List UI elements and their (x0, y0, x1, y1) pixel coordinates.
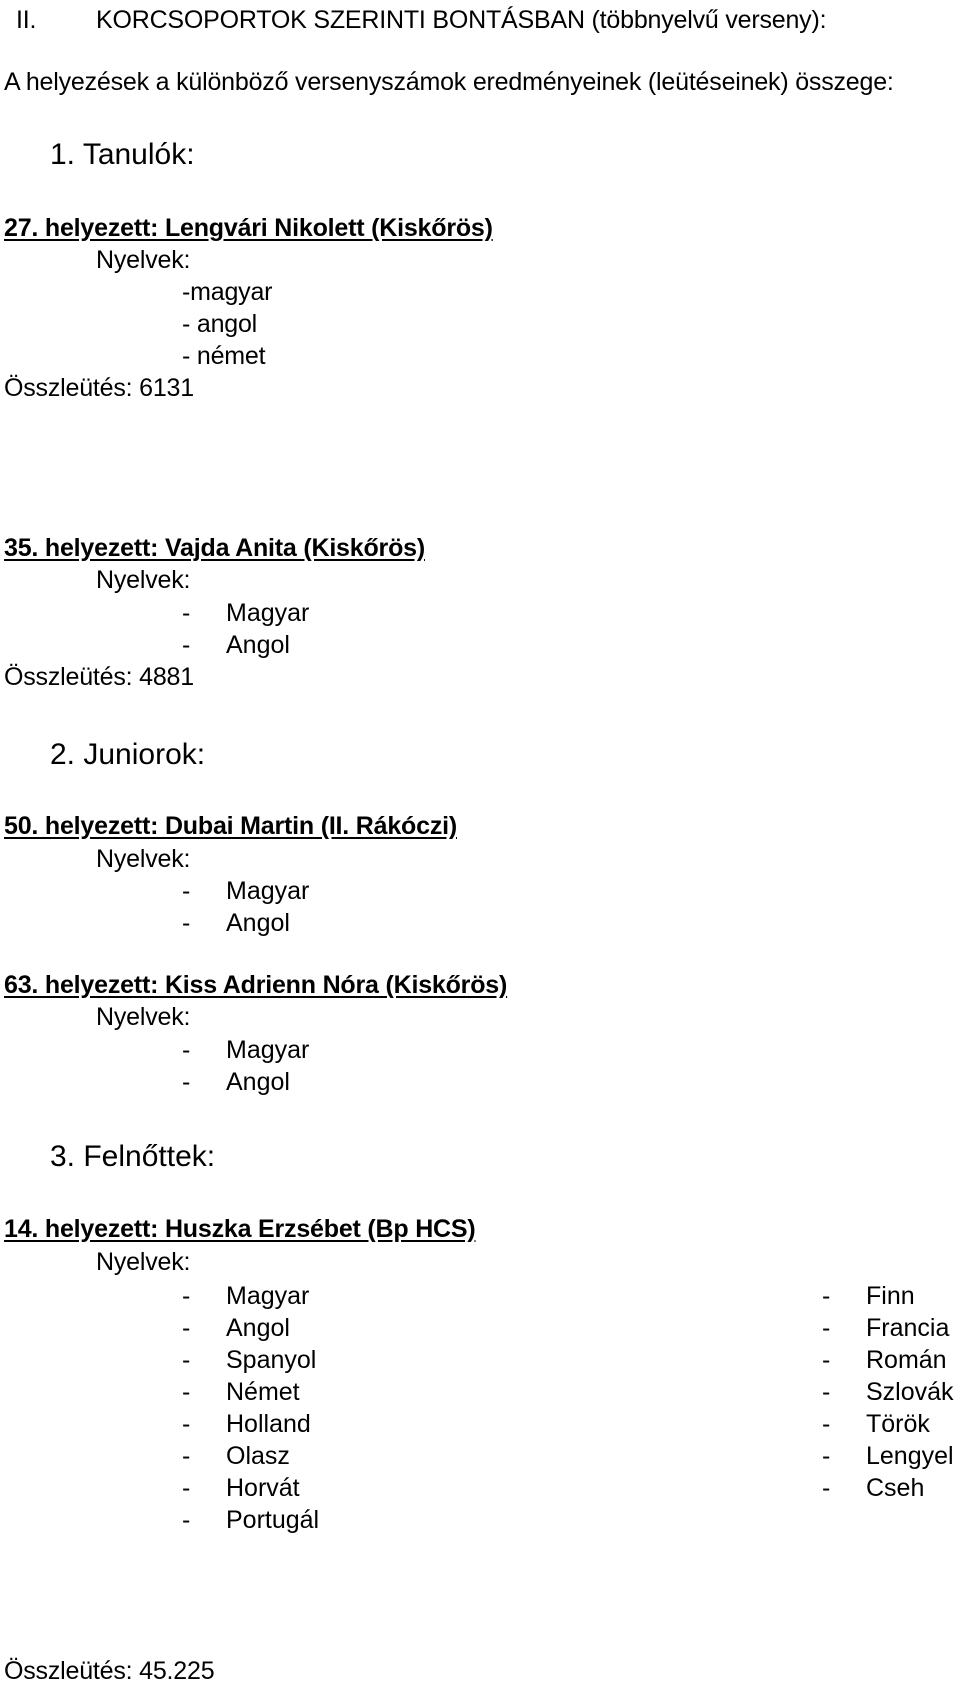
intro-text: A helyezések a különböző versenyszámok eredményeinek (leütéseinek) összege: (4, 68, 894, 96)
languages-label: Nyelvek: (96, 1003, 191, 1031)
language-item: - Finn (822, 1282, 915, 1310)
entry-title: 27. helyezett: Lengvári Nikolett (Kiskőrös) (4, 214, 493, 242)
section-title: KORCSOPORTOK SZERINTI BONTÁSBAN (többnyelvű verseny): (96, 6, 827, 34)
language-item: - Holland (182, 1410, 311, 1438)
entry-title: 14. helyezett: Huszka Erzsébet (Bp HCS) (4, 1215, 476, 1243)
language-item: - Portugál (182, 1506, 320, 1534)
section-roman-numeral: II. (16, 6, 37, 34)
group-heading-felnottek: 3. Felnőttek: (50, 1140, 216, 1173)
languages-label: Nyelvek: (96, 1248, 191, 1276)
language-item: - Angol (182, 909, 290, 937)
language-item: - angol (182, 310, 258, 338)
language-item: - Német (182, 1378, 300, 1406)
language-item: - Olasz (182, 1442, 290, 1470)
language-item: - Szlovák (822, 1378, 954, 1406)
language-item: -magyar (182, 278, 273, 306)
language-item: - Magyar (182, 877, 310, 905)
entry-title: 35. helyezett: Vajda Anita (Kiskőrös) (4, 534, 425, 562)
entry-title: 50. helyezett: Dubai Martin (II. Rákóczi) (4, 812, 458, 840)
total-strokes: Összleütés: 45.225 (4, 1657, 215, 1685)
language-item: - Francia (822, 1314, 950, 1342)
language-item: - német (182, 342, 266, 370)
language-item: - Magyar (182, 1282, 310, 1310)
language-item: - Horvát (182, 1474, 300, 1502)
languages-label: Nyelvek: (96, 845, 191, 873)
languages-label: Nyelvek: (96, 566, 191, 594)
entry-title: 63. helyezett: Kiss Adrienn Nóra (Kiskőrös) (4, 971, 508, 999)
total-strokes: Összleütés: 6131 (4, 374, 194, 402)
languages-label: Nyelvek: (96, 246, 191, 274)
language-item: - Angol (182, 631, 290, 659)
language-item: - Magyar (182, 599, 310, 627)
group-heading-tanulok: 1. Tanulók: (50, 138, 195, 171)
language-item: - Angol (182, 1068, 290, 1096)
language-item: - Román (822, 1346, 947, 1374)
group-heading-juniorok: 2. Juniorok: (50, 738, 206, 771)
language-item: - Magyar (182, 1036, 310, 1064)
language-item: - Török (822, 1410, 930, 1438)
language-item: - Angol (182, 1314, 290, 1342)
language-item: - Lengyel (822, 1442, 954, 1470)
language-item: - Spanyol (182, 1346, 317, 1374)
total-strokes: Összleütés: 4881 (4, 663, 194, 691)
language-item: - Cseh (822, 1474, 925, 1502)
